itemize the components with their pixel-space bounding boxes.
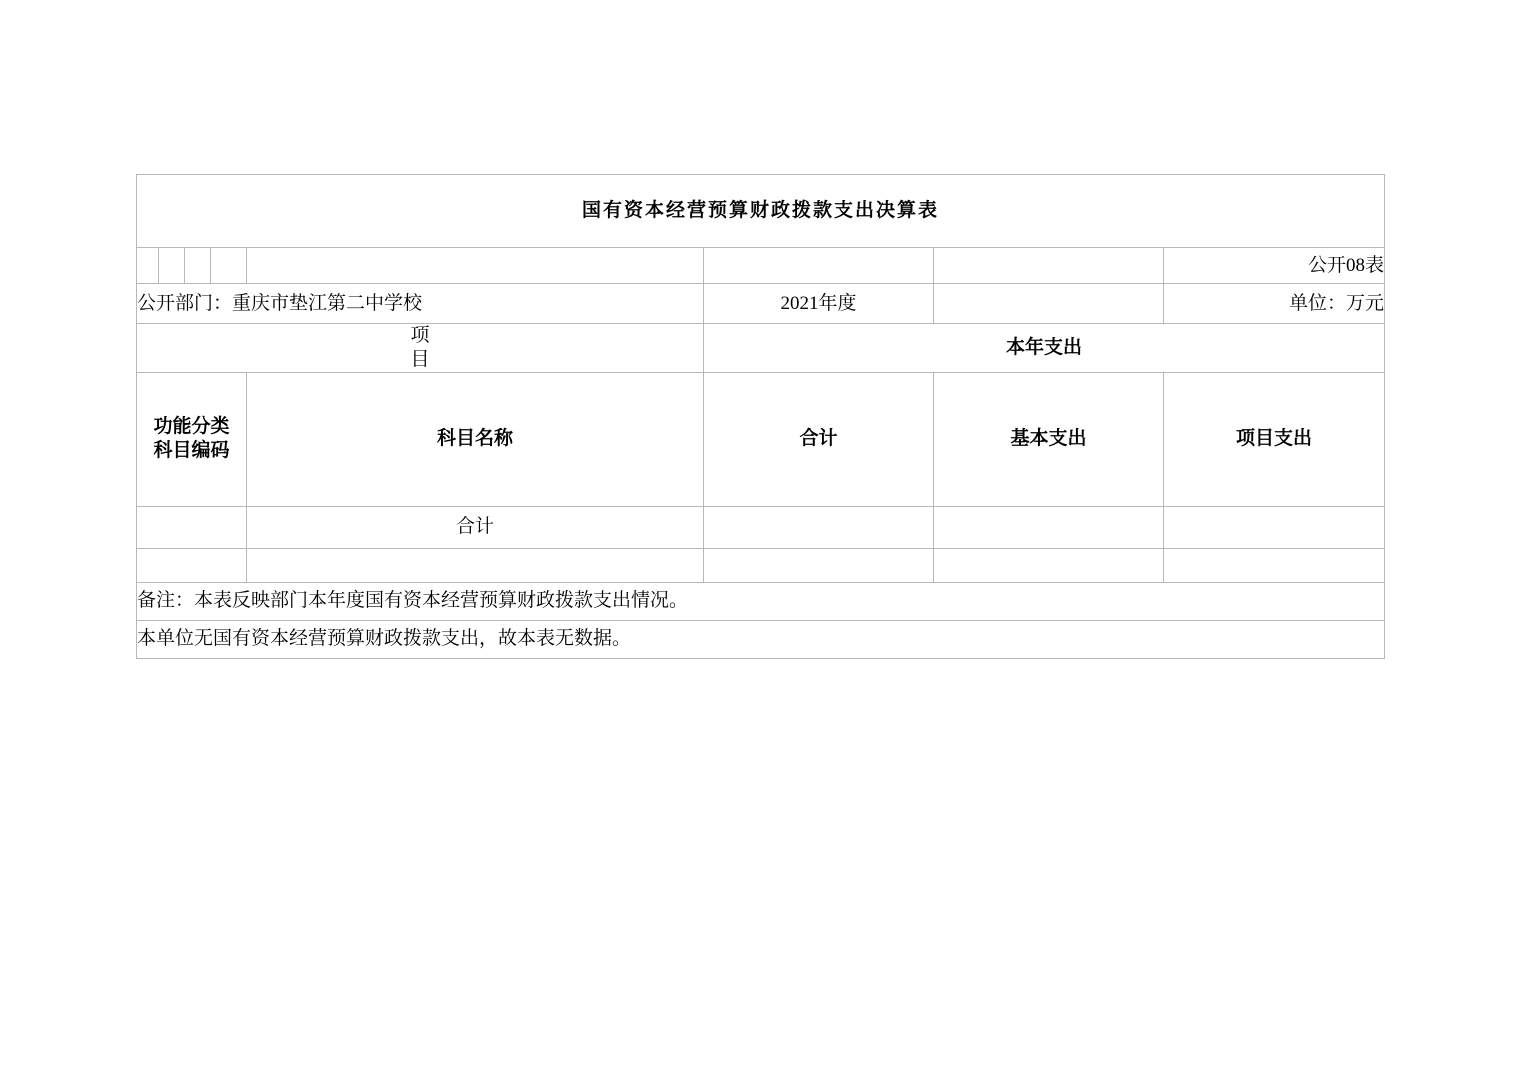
header-function-code bbox=[137, 372, 247, 506]
header-project-expenditure: 项目支出 bbox=[1164, 372, 1385, 506]
header-item-group bbox=[137, 324, 886, 373]
blank-cell bbox=[137, 248, 159, 284]
unit-label: 单位：万元 bbox=[1164, 284, 1385, 324]
blank-cell bbox=[704, 248, 934, 284]
blank-cell bbox=[247, 248, 704, 284]
row-project-expenditure bbox=[1164, 506, 1385, 548]
header-total: 合计 bbox=[704, 372, 934, 506]
note-text-1: 备注：本表反映部门本年度国有资本经营预算财政拨款支出情况。 bbox=[137, 582, 1385, 620]
header-subject-name: 科目名称 bbox=[247, 372, 704, 506]
row-total bbox=[704, 506, 934, 548]
department-label: 公开部门：重庆市垫江第二中学校 bbox=[137, 284, 704, 324]
header-function-code-line2: 科目编码 bbox=[153, 440, 230, 461]
row-subject-name bbox=[247, 548, 704, 582]
blank-cell bbox=[185, 248, 211, 284]
row-function-code bbox=[137, 548, 247, 582]
note-text-2: 本单位无国有资本经营预算财政拨款支出，故本表无数据。 bbox=[137, 620, 1385, 658]
meta-row bbox=[137, 284, 1385, 324]
title-row bbox=[137, 175, 1385, 248]
blank-cell bbox=[934, 284, 1164, 324]
row-subject-name: 合计 bbox=[247, 506, 704, 548]
fiscal-year: 2021年度 bbox=[704, 284, 934, 324]
header-basic-expenditure: 基本支出 bbox=[934, 372, 1164, 506]
column-header-row bbox=[137, 372, 1385, 506]
sheet-number-row bbox=[137, 248, 1385, 284]
group-header-row bbox=[137, 324, 1385, 373]
note-row bbox=[137, 582, 1385, 620]
row-project-expenditure bbox=[1164, 548, 1385, 582]
spreadsheet-sheet bbox=[136, 174, 1384, 659]
header-current-year-expenditure: 本年支出 bbox=[704, 324, 1385, 373]
page-title: 国有资本经营预算财政拨款支出决算表 bbox=[137, 175, 1385, 248]
blank-cell bbox=[934, 248, 1164, 284]
table-row bbox=[137, 506, 1385, 548]
note-row bbox=[137, 620, 1385, 658]
table-row bbox=[137, 548, 1385, 582]
header-function-code-line1: 功能分类 bbox=[153, 416, 230, 438]
row-function-code bbox=[137, 506, 247, 548]
blank-cell bbox=[211, 248, 247, 284]
row-basic-expenditure bbox=[934, 548, 1164, 582]
row-total bbox=[704, 548, 934, 582]
header-item-group-text: 项 目 bbox=[410, 325, 886, 370]
sheet-number: 公开08表 bbox=[1164, 248, 1385, 284]
row-basic-expenditure bbox=[934, 506, 1164, 548]
budget-table bbox=[136, 174, 1385, 659]
blank-cell bbox=[159, 248, 185, 284]
